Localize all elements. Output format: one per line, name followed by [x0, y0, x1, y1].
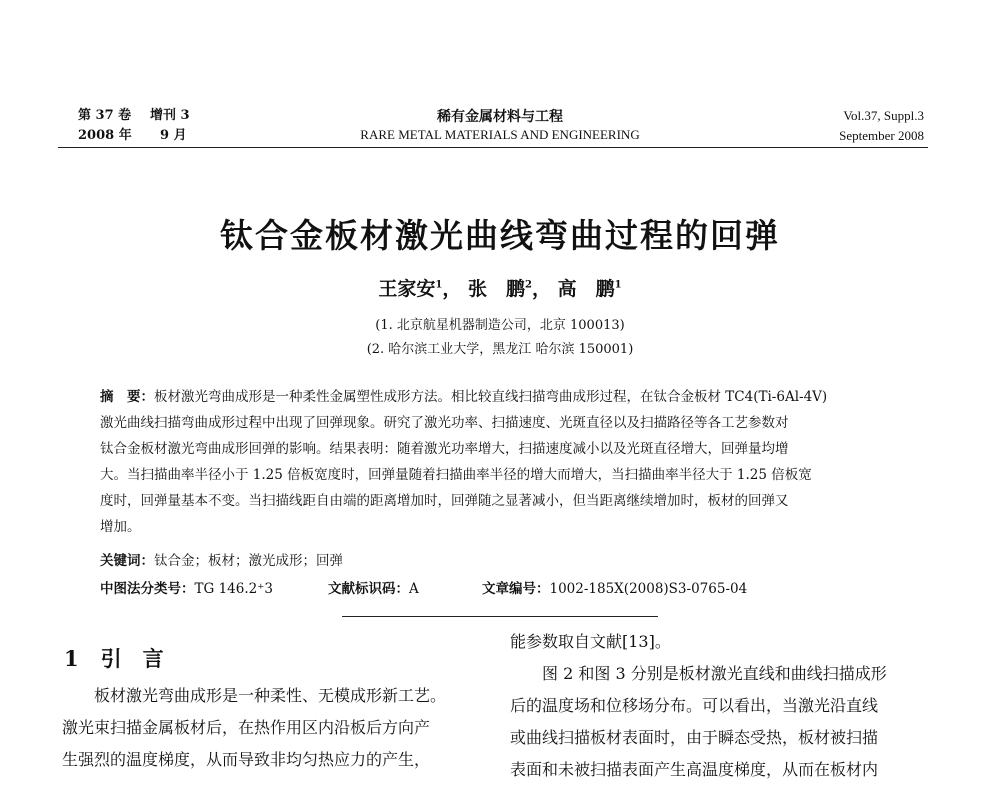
abstract [100, 384, 900, 540]
abstract-label: 摘 要： [100, 389, 154, 405]
supplement-cn: 增刊 3 [150, 108, 190, 123]
date-en: September 2008 [839, 128, 924, 143]
article-number [482, 576, 747, 602]
doc-value: A [409, 581, 419, 597]
article-number-value: 1002-185X(2008)S3-0765-04 [549, 581, 748, 597]
author-separator: ， [442, 278, 462, 300]
author-name: 张 鹏 [468, 278, 526, 300]
volume-en: Vol.37, Suppl.3 [843, 108, 924, 123]
keywords-label: 关键词： [100, 553, 154, 569]
journal-title-cn: 稀有金属材料与工程 [437, 109, 563, 125]
abstract-line: 激光曲线扫描弯曲成形过程中出现了回弹现象。研究了激光功率、扫描速度、光斑直径以及扫描路径等各工艺参数对 [100, 415, 789, 431]
volume-cn: 第 37 卷 [78, 108, 132, 123]
section-heading [64, 643, 164, 673]
clc-value: TG 146.2⁺3 [194, 581, 273, 597]
keywords-value: 钛合金；板材；激光成形；回弹 [154, 553, 343, 569]
header-rule [58, 147, 928, 148]
abstract-separator [342, 616, 658, 617]
author-affiliation-mark: 1 [614, 279, 622, 291]
affiliation-2: (2. 哈尔滨工业大学，黑龙江 哈尔滨 150001) [366, 342, 634, 357]
author-list [0, 274, 1000, 301]
author-name: 高 鹏 [557, 278, 615, 300]
body-line: 激光束扫描金属板材后，在热作用区内沿板后方向产 [62, 718, 431, 737]
author-affiliation-mark: 2 [525, 279, 532, 291]
body-line: 生强烈的温度梯度，从而导致非均匀热应力的产生， [62, 750, 431, 769]
clc-number [100, 576, 273, 602]
abstract-line: 度时，回弹量基本不变。当扫描线距自由端的距离增加时，回弹随之显著减小，但当距离继续增加时，板材的回弹又 [100, 493, 789, 509]
journal-title-en: RARE METAL MATERIALS AND ENGINEERING [360, 127, 640, 142]
abstract-line: 大。当扫描曲率半径小于 1.25 倍板宽度时，回弹量随着扫描曲率半径的增大而增大，当扫描曲率半径大于 1.25 倍板宽 [100, 467, 812, 483]
abstract-line: 增加。 [100, 519, 141, 535]
keywords [100, 548, 343, 574]
body-line: 或曲线扫描板材表面时，由于瞬态受热，板材被扫描 [510, 728, 879, 747]
body-line: 板材激光弯曲成形是一种柔性、无模成形新工艺。 [62, 686, 447, 705]
body-line: 能参数取自文献[13]。 [510, 632, 671, 651]
article-number-label: 文章编号： [482, 581, 550, 597]
affiliation-1: (1. 北京航星机器制造公司，北京 100013) [375, 318, 625, 333]
section-title: 引 言 [100, 646, 164, 671]
clc-label: 中图法分类号： [100, 581, 195, 597]
body-line: 后的温度场和位移场分布。可以看出，当激光沿直线 [510, 696, 879, 715]
abstract-line: 摘 要：板材激光弯曲成形是一种柔性金属塑性成形方法。相比较直线扫描弯曲成形过程，在钛合金板材 TC4(Ti-6Al-4V) [100, 389, 828, 405]
body-line: 图 2 和图 3 分别是板材激光直线和曲线扫描成形 [510, 664, 887, 683]
left-column [62, 680, 482, 776]
document-code [328, 576, 419, 602]
author-name: 王家安 [378, 278, 436, 300]
abstract-line: 钛合金板材激光弯曲成形回弹的影响。结果表明：随着激光功率增大，扫描速度减小以及光斑直径增大，回弹量均增 [100, 441, 789, 457]
year-cn: 2008 年 [78, 128, 132, 143]
author-separator: ， [531, 278, 551, 300]
month-cn: 9 月 [160, 128, 187, 143]
author-affiliation-mark: 1 [435, 279, 443, 291]
body-line: 表面和未被扫描表面产生高温度梯度，从而在板材内 [510, 760, 879, 779]
right-column [510, 626, 940, 786]
article-title: 钛合金板材激光曲线弯曲过程的回弹 [220, 216, 780, 255]
doc-label: 文献标识码： [328, 581, 409, 597]
section-number: 1 [64, 646, 79, 671]
